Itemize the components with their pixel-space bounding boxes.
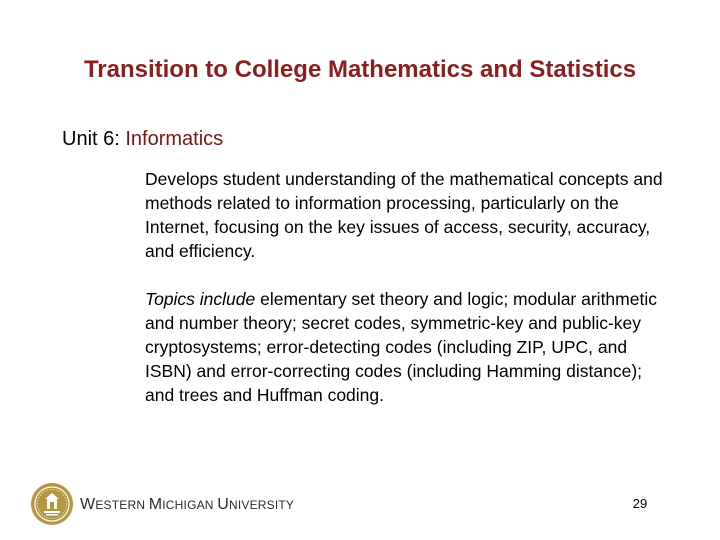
university-name (80, 494, 294, 516)
university-initial-u: U (217, 496, 229, 513)
unit-topics (145, 287, 665, 407)
unit-name: Informatics (125, 128, 224, 150)
slide-title: Transition to College Mathematics and Statistics (83, 56, 637, 83)
slide-number: 29 (632, 496, 648, 511)
unit-heading (62, 126, 223, 152)
unit-description: Develops student understanding of the mathematical concepts and methods related to information processing, particularly on the Internet, focusing on the key issues of access, security, accuracy, and efficiency. (145, 169, 663, 261)
university-smallcaps-2: ICHIGAN (162, 498, 218, 512)
university-smallcaps-3: NIVERSITY (228, 498, 295, 512)
university-seal-icon (30, 482, 74, 526)
university-initial-w: W (80, 496, 96, 513)
university-smallcaps-1: ESTERN (95, 498, 149, 512)
topics-lead: Topics include (145, 289, 256, 309)
university-initial-m: M (148, 496, 163, 513)
topics-text: elementary set theory and logic; modular arithmetic and number theory; secret codes, symmetric-key and public-key cryptosystems; error-detecting codes (including ZIP, UPC, and ISBN) and error-correcting codes (including Hamming distance); and trees and Huffman coding. (145, 289, 657, 405)
unit-prefix: Unit 6: (62, 128, 120, 150)
